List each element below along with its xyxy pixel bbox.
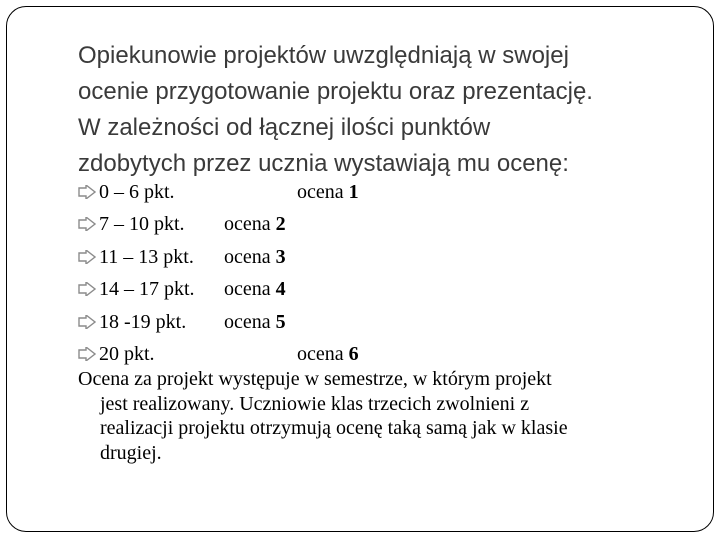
note-line: realizacji projektu otrzymują ocenę taką samą jak w klasie [100, 417, 568, 439]
note-line: Ocena za projekt występuje w semestrze, w którym projekt [78, 368, 552, 390]
grade-range: 20 pkt. [99, 342, 155, 365]
intro-line: zdobytych przez ucznia wystawiają mu ocenę: [78, 150, 569, 177]
grade-label: ocena [297, 342, 344, 365]
grade-range: 7 – 10 pkt. [99, 213, 185, 236]
bullet-arrow-icon [78, 347, 96, 361]
note-line: jest realizowany. Uczniowie klas trzecich zwolnieni z [100, 392, 530, 415]
grade-result [297, 176, 359, 208]
grade-label: ocena [224, 245, 271, 268]
grade-range: 11 – 13 pkt. [99, 245, 194, 268]
bullet-arrow-icon [78, 250, 96, 264]
bullet-arrow-icon [78, 217, 96, 231]
grade-range: 14 – 17 pkt. [99, 278, 195, 301]
grade-value: 4 [275, 278, 286, 301]
note-line: drugiej. [100, 441, 162, 464]
grade-value: 1 [348, 181, 359, 203]
grade-label: ocena [224, 310, 271, 333]
intro-line: W zależności od łącznej ilości punktów [78, 114, 491, 141]
grade-range: 18 -19 pkt. [99, 310, 187, 333]
intro-line: Opiekunowie projektów uwzględniają w swojej [78, 42, 569, 69]
grade-result [224, 306, 286, 338]
grade-value: 2 [275, 213, 286, 236]
grade-result [297, 338, 359, 370]
intro-line: ocenie przygotowanie projektu oraz prezentację. [78, 78, 593, 105]
bullet-arrow-icon [78, 315, 96, 329]
grade-result [224, 208, 286, 240]
grade-label: ocena [224, 213, 271, 236]
note-paragraph [78, 367, 678, 465]
grade-value: 3 [275, 245, 286, 268]
bullet-arrow-icon [78, 185, 96, 199]
grade-value: 6 [348, 342, 359, 365]
grade-result [224, 273, 286, 305]
grade-label: ocena [224, 278, 271, 301]
grade-label: ocena [297, 181, 344, 203]
grade-value: 5 [275, 310, 286, 333]
grade-result [224, 241, 286, 273]
intro-paragraph [78, 38, 708, 182]
bullet-arrow-icon [78, 282, 96, 296]
grade-range: 0 – 6 pkt. [99, 181, 175, 203]
